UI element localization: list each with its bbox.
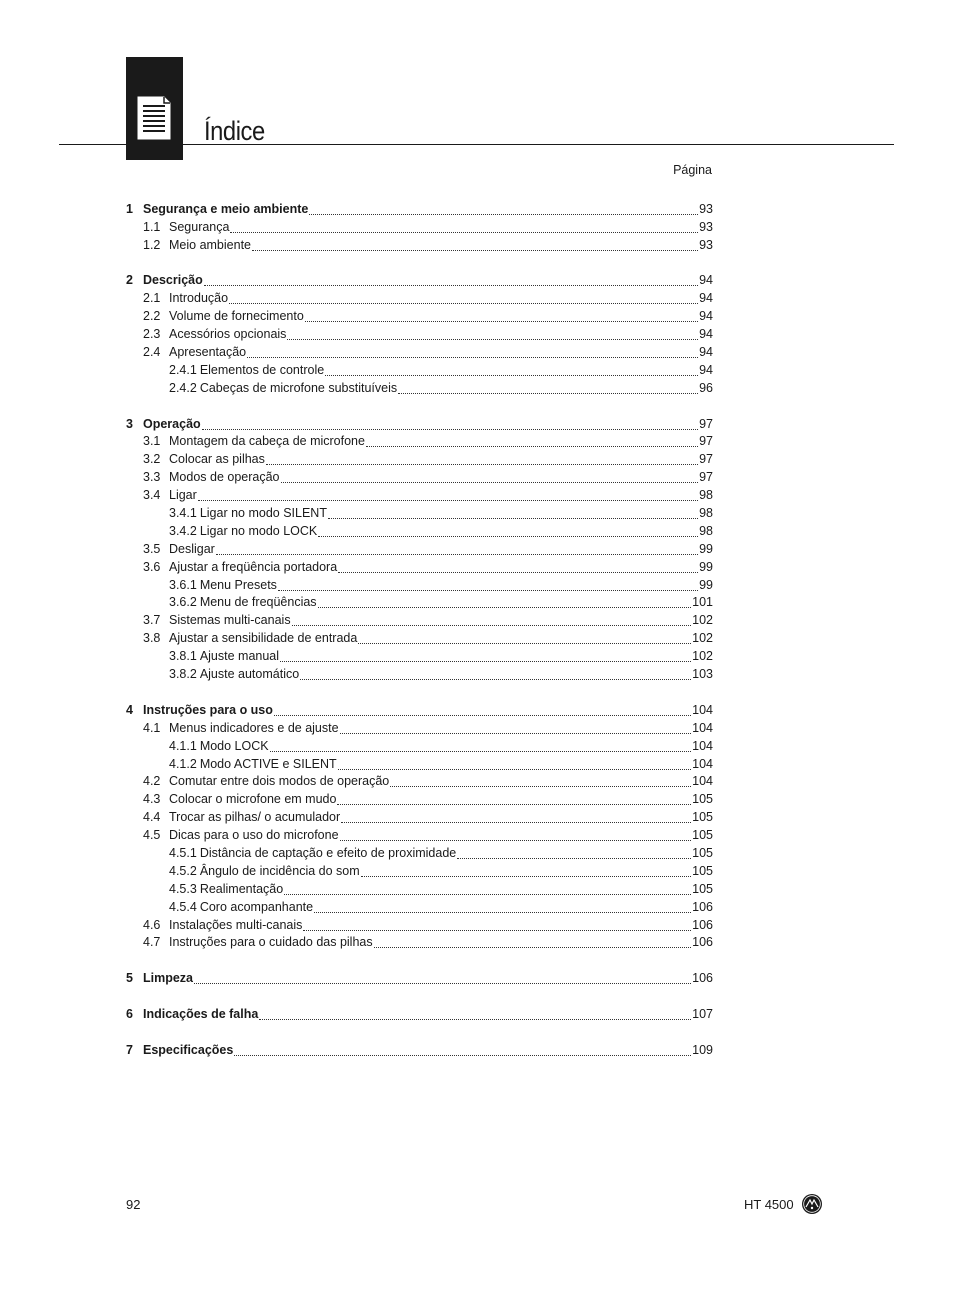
toc-entry-title: Ajuste manual — [199, 649, 280, 664]
toc-entry-page: 106 — [692, 971, 713, 986]
toc-dot-leader — [305, 320, 698, 322]
toc-entry — [126, 861, 713, 879]
toc-entry-page: 94 — [699, 291, 713, 306]
toc-entry-title: Trocar as pilhas/ o acumulador — [169, 810, 341, 825]
toc-dot-leader — [325, 374, 698, 376]
toc-dot-leader — [457, 857, 691, 859]
toc-entry-number: 7 — [126, 1042, 133, 1057]
toc-entry — [126, 575, 713, 593]
toc-entry-page: 97 — [699, 434, 713, 449]
toc-entry-page: 105 — [692, 881, 713, 896]
toc-entry-title: Segurança e meio ambiente — [143, 201, 309, 216]
toc-entry-number: 3.6.2 — [169, 595, 197, 610]
toc-dot-leader — [341, 821, 691, 823]
toc-entry-page: 104 — [692, 774, 713, 789]
toc-entry — [126, 467, 713, 485]
toc-entry — [126, 288, 713, 306]
toc-entry — [126, 324, 713, 342]
toc-dot-leader — [340, 839, 692, 841]
toc-entry-page: 104 — [692, 720, 713, 735]
toc-entry — [126, 825, 713, 843]
toc-entry — [126, 754, 713, 772]
toc-entry — [126, 539, 713, 557]
toc-entry — [126, 718, 713, 736]
toc-dot-leader — [358, 642, 691, 644]
toc-entry — [126, 736, 713, 754]
toc-entry-number: 4.1.2 — [169, 756, 197, 771]
toc-dot-leader — [338, 768, 691, 770]
toc-entry-page: 105 — [692, 828, 713, 843]
toc-entry-page: 94 — [699, 273, 713, 288]
toc-entry-title: Instruções para o uso — [143, 702, 273, 717]
toc-entry — [126, 521, 713, 539]
toc-entry-title: Colocar as pilhas — [169, 452, 265, 467]
toc-entry-page: 99 — [699, 541, 713, 556]
toc-dot-leader — [204, 284, 698, 286]
toc-entry-page: 106 — [692, 917, 713, 932]
toc-dot-leader — [366, 445, 698, 447]
toc-entry-title: Meio ambiente — [169, 237, 251, 252]
toc-entry-number: 4.1 — [143, 720, 161, 735]
toc-entry — [126, 485, 713, 503]
toc-entry-page: 101 — [692, 595, 713, 610]
toc-dot-leader — [398, 392, 698, 394]
toc-dot-leader — [284, 893, 691, 895]
toc-entry — [126, 432, 713, 450]
toc-entry-number: 2 — [126, 273, 133, 288]
toc-entry-page: 93 — [699, 201, 713, 216]
toc-entry-page: 105 — [692, 810, 713, 825]
toc-dot-leader — [328, 517, 698, 519]
toc-entry-title: Menu de freqüências — [199, 595, 317, 610]
toc-entry-number: 2.1 — [143, 291, 161, 306]
toc-dot-leader — [280, 660, 691, 662]
toc-dot-leader — [229, 302, 698, 304]
toc-dot-leader — [390, 785, 691, 787]
toc-entry — [126, 933, 713, 951]
toc-entry-page: 106 — [692, 899, 713, 914]
toc-entry-title: Indicações de falha — [143, 1006, 259, 1021]
toc-dot-leader — [194, 982, 691, 984]
toc-entry-number: 3.8.2 — [169, 667, 197, 682]
toc-entry-number: 3.4.1 — [169, 506, 197, 521]
toc-entry-page: 94 — [699, 327, 713, 342]
toc-entry — [126, 664, 713, 682]
toc-entry-page: 102 — [692, 631, 713, 646]
toc-entry-page: 99 — [699, 559, 713, 574]
toc-entry-page: 94 — [699, 345, 713, 360]
toc-dot-leader — [340, 732, 692, 734]
toc-entry-page: 94 — [699, 362, 713, 377]
toc-entry-number: 3.2 — [143, 452, 161, 467]
toc-entry-page: 97 — [699, 416, 713, 431]
toc-entry-number: 1.1 — [143, 219, 161, 234]
toc-entry — [126, 449, 713, 467]
page-title: Índice — [204, 116, 265, 146]
toc-entry-number: 4.1.1 — [169, 738, 197, 753]
toc-entry-number: 1.2 — [143, 237, 161, 252]
toc-dot-leader — [270, 750, 692, 752]
toc-entry — [126, 700, 713, 718]
toc-entry-page: 98 — [699, 488, 713, 503]
header-rule — [59, 144, 894, 145]
toc-entry — [126, 628, 713, 646]
toc-dot-leader — [230, 231, 698, 233]
toc-entry-number: 5 — [126, 971, 133, 986]
toc-dot-leader — [216, 553, 698, 555]
toc-entry-page: 104 — [692, 702, 713, 717]
toc-entry-title: Modo LOCK — [199, 738, 269, 753]
toc-entry-title: Acessórios opcionais — [169, 327, 287, 342]
toc-entry — [126, 610, 713, 628]
toc-entry — [126, 199, 713, 217]
toc-entry-title: Ajustar a sensibilidade de entrada — [169, 631, 358, 646]
toc-entry — [126, 843, 713, 861]
toc-dot-leader — [314, 911, 691, 913]
toc-entry-number: 3.1 — [143, 434, 161, 449]
toc-entry-page: 102 — [692, 613, 713, 628]
toc-entry-page: 105 — [692, 792, 713, 807]
toc-entry-title: Descrição — [143, 273, 203, 288]
toc-entry-number: 6 — [126, 1006, 133, 1021]
toc-dot-leader — [374, 946, 692, 948]
toc-entry-title: Introdução — [169, 291, 229, 306]
toc-dot-leader — [309, 213, 698, 215]
toc-entry — [126, 915, 713, 933]
toc-entry — [126, 968, 713, 986]
toc-entry-number: 3.8 — [143, 631, 161, 646]
toc-dot-leader — [338, 571, 698, 573]
toc-entry-page: 93 — [699, 237, 713, 252]
toc-entry-title: Apresentação — [169, 345, 247, 360]
toc-dot-leader — [281, 481, 699, 483]
toc-entry — [126, 1004, 713, 1022]
toc-entry-title: Sistemas multi-canais — [169, 613, 291, 628]
footer-page-number: 92 — [126, 1197, 141, 1212]
toc-entry-title: Segurança — [169, 219, 230, 234]
toc-entry-title: Ligar no modo SILENT — [199, 506, 327, 521]
toc-dot-leader — [198, 499, 698, 501]
toc-entry-title: Volume de fornecimento — [169, 309, 304, 324]
toc-dot-leader — [234, 1054, 691, 1056]
toc-entry-number: 4.5.2 — [169, 863, 197, 878]
toc-entry-page: 104 — [692, 756, 713, 771]
toc-entry-title: Menus indicadores e de ajuste — [169, 720, 339, 735]
toc-entry-title: Realimentação — [199, 881, 284, 896]
toc-entry-title: Modos de operação — [169, 470, 280, 485]
toc-entry — [126, 646, 713, 664]
toc-entry-number: 4.5 — [143, 828, 161, 843]
toc-entry-number: 4.2 — [143, 774, 161, 789]
toc-entry-title: Cabeças de microfone substituíveis — [199, 380, 398, 395]
toc-entry — [126, 342, 713, 360]
toc-entry-number: 2.4.2 — [169, 380, 197, 395]
toc-entry-title: Comutar entre dois modos de operação — [169, 774, 390, 789]
toc-entry-title: Desligar — [169, 541, 215, 556]
document-icon — [136, 95, 172, 141]
toc-entry-page: 107 — [692, 1006, 713, 1021]
toc-dot-leader — [300, 678, 691, 680]
toc-dot-leader — [266, 463, 698, 465]
page-column-label: Página — [673, 163, 712, 177]
table-of-contents — [126, 199, 713, 1058]
toc-entry — [126, 772, 713, 790]
toc-entry-page: 103 — [692, 667, 713, 682]
toc-entry-page: 102 — [692, 649, 713, 664]
toc-entry-title: Coro acompanhante — [199, 899, 314, 914]
toc-entry-number: 4.5.1 — [169, 845, 197, 860]
toc-entry-page: 96 — [699, 380, 713, 395]
toc-entry — [126, 217, 713, 235]
toc-entry-title: Montagem da cabeça de microfone — [169, 434, 365, 449]
toc-entry-number: 3.7 — [143, 613, 161, 628]
toc-entry-number: 4.5.3 — [169, 881, 197, 896]
toc-entry-title: Ligar no modo LOCK — [199, 523, 318, 538]
toc-entry-page: 93 — [699, 219, 713, 234]
toc-entry-number: 3.4.2 — [169, 523, 197, 538]
toc-entry-number: 3.4 — [143, 488, 161, 503]
toc-entry-number: 3.3 — [143, 470, 161, 485]
toc-entry-page: 109 — [692, 1042, 713, 1057]
toc-entry-title: Colocar o microfone em mudo — [169, 792, 337, 807]
toc-entry-number: 4 — [126, 702, 133, 717]
toc-entry-page: 97 — [699, 470, 713, 485]
toc-dot-leader — [274, 714, 691, 716]
toc-entry — [126, 414, 713, 432]
akg-logo-icon — [801, 1193, 823, 1215]
toc-entry-title: Limpeza — [143, 971, 194, 986]
toc-entry — [126, 879, 713, 897]
toc-entry — [126, 897, 713, 915]
toc-entry-title: Ajuste automático — [199, 667, 300, 682]
toc-entry-title: Ajustar a freqüência portadora — [169, 559, 338, 574]
toc-dot-leader — [361, 875, 692, 877]
toc-entry-title: Distância de captação e efeito de proximidade — [199, 845, 457, 860]
toc-entry-page: 105 — [692, 863, 713, 878]
toc-entry-number: 2.3 — [143, 327, 161, 342]
toc-dot-leader — [337, 803, 691, 805]
toc-entry-title: Elementos de controle — [199, 362, 325, 377]
toc-entry-title: Especificações — [143, 1042, 234, 1057]
toc-entry — [126, 271, 713, 289]
toc-dot-leader — [259, 1018, 691, 1020]
toc-dot-leader — [287, 338, 698, 340]
toc-entry-title: Ligar — [169, 488, 197, 503]
toc-entry-page: 106 — [692, 935, 713, 950]
toc-dot-leader — [278, 589, 698, 591]
toc-entry — [126, 306, 713, 324]
toc-entry-number: 4.4 — [143, 810, 161, 825]
toc-entry-page: 98 — [699, 523, 713, 538]
toc-entry-page: 97 — [699, 452, 713, 467]
toc-entry-title: Menu Presets — [199, 577, 277, 592]
toc-entry-page: 98 — [699, 506, 713, 521]
toc-entry-number: 4.6 — [143, 917, 161, 932]
toc-entry — [126, 378, 713, 396]
toc-entry-title: Dicas para o uso do microfone — [169, 828, 339, 843]
toc-entry — [126, 557, 713, 575]
toc-entry-number: 3.5 — [143, 541, 161, 556]
toc-entry — [126, 235, 713, 253]
toc-entry — [126, 1040, 713, 1058]
toc-dot-leader — [292, 624, 692, 626]
toc-entry-title: Ângulo de incidência do som — [199, 863, 360, 878]
toc-entry — [126, 503, 713, 521]
toc-entry-number: 2.4 — [143, 345, 161, 360]
toc-entry-title: Instruções para o cuidado das pilhas — [169, 935, 373, 950]
toc-entry-page: 94 — [699, 309, 713, 324]
toc-dot-leader — [247, 356, 698, 358]
toc-entry-number: 4.5.4 — [169, 899, 197, 914]
toc-entry — [126, 789, 713, 807]
toc-entry — [126, 807, 713, 825]
toc-entry-title: Modo ACTIVE e SILENT — [199, 756, 337, 771]
toc-entry-number: 4.7 — [143, 935, 161, 950]
toc-entry-number: 3.8.1 — [169, 649, 197, 664]
toc-entry-title: Instalações multi-canais — [169, 917, 303, 932]
toc-dot-leader — [318, 535, 698, 537]
toc-entry-number: 3.6.1 — [169, 577, 197, 592]
toc-dot-leader — [303, 929, 691, 931]
toc-dot-leader — [202, 428, 698, 430]
toc-entry-page: 104 — [692, 738, 713, 753]
toc-entry-number: 3.6 — [143, 559, 161, 574]
toc-entry — [126, 593, 713, 611]
toc-entry-number: 2.4.1 — [169, 362, 197, 377]
toc-entry-number: 1 — [126, 201, 133, 216]
toc-entry-number: 2.2 — [143, 309, 161, 324]
toc-entry — [126, 360, 713, 378]
toc-entry-number: 4.3 — [143, 792, 161, 807]
toc-dot-leader — [252, 249, 698, 251]
toc-entry-page: 105 — [692, 845, 713, 860]
toc-entry-page: 99 — [699, 577, 713, 592]
footer-model: HT 4500 — [744, 1197, 794, 1212]
toc-entry-number: 3 — [126, 416, 133, 431]
toc-entry-title: Operação — [143, 416, 201, 431]
toc-dot-leader — [318, 606, 692, 608]
